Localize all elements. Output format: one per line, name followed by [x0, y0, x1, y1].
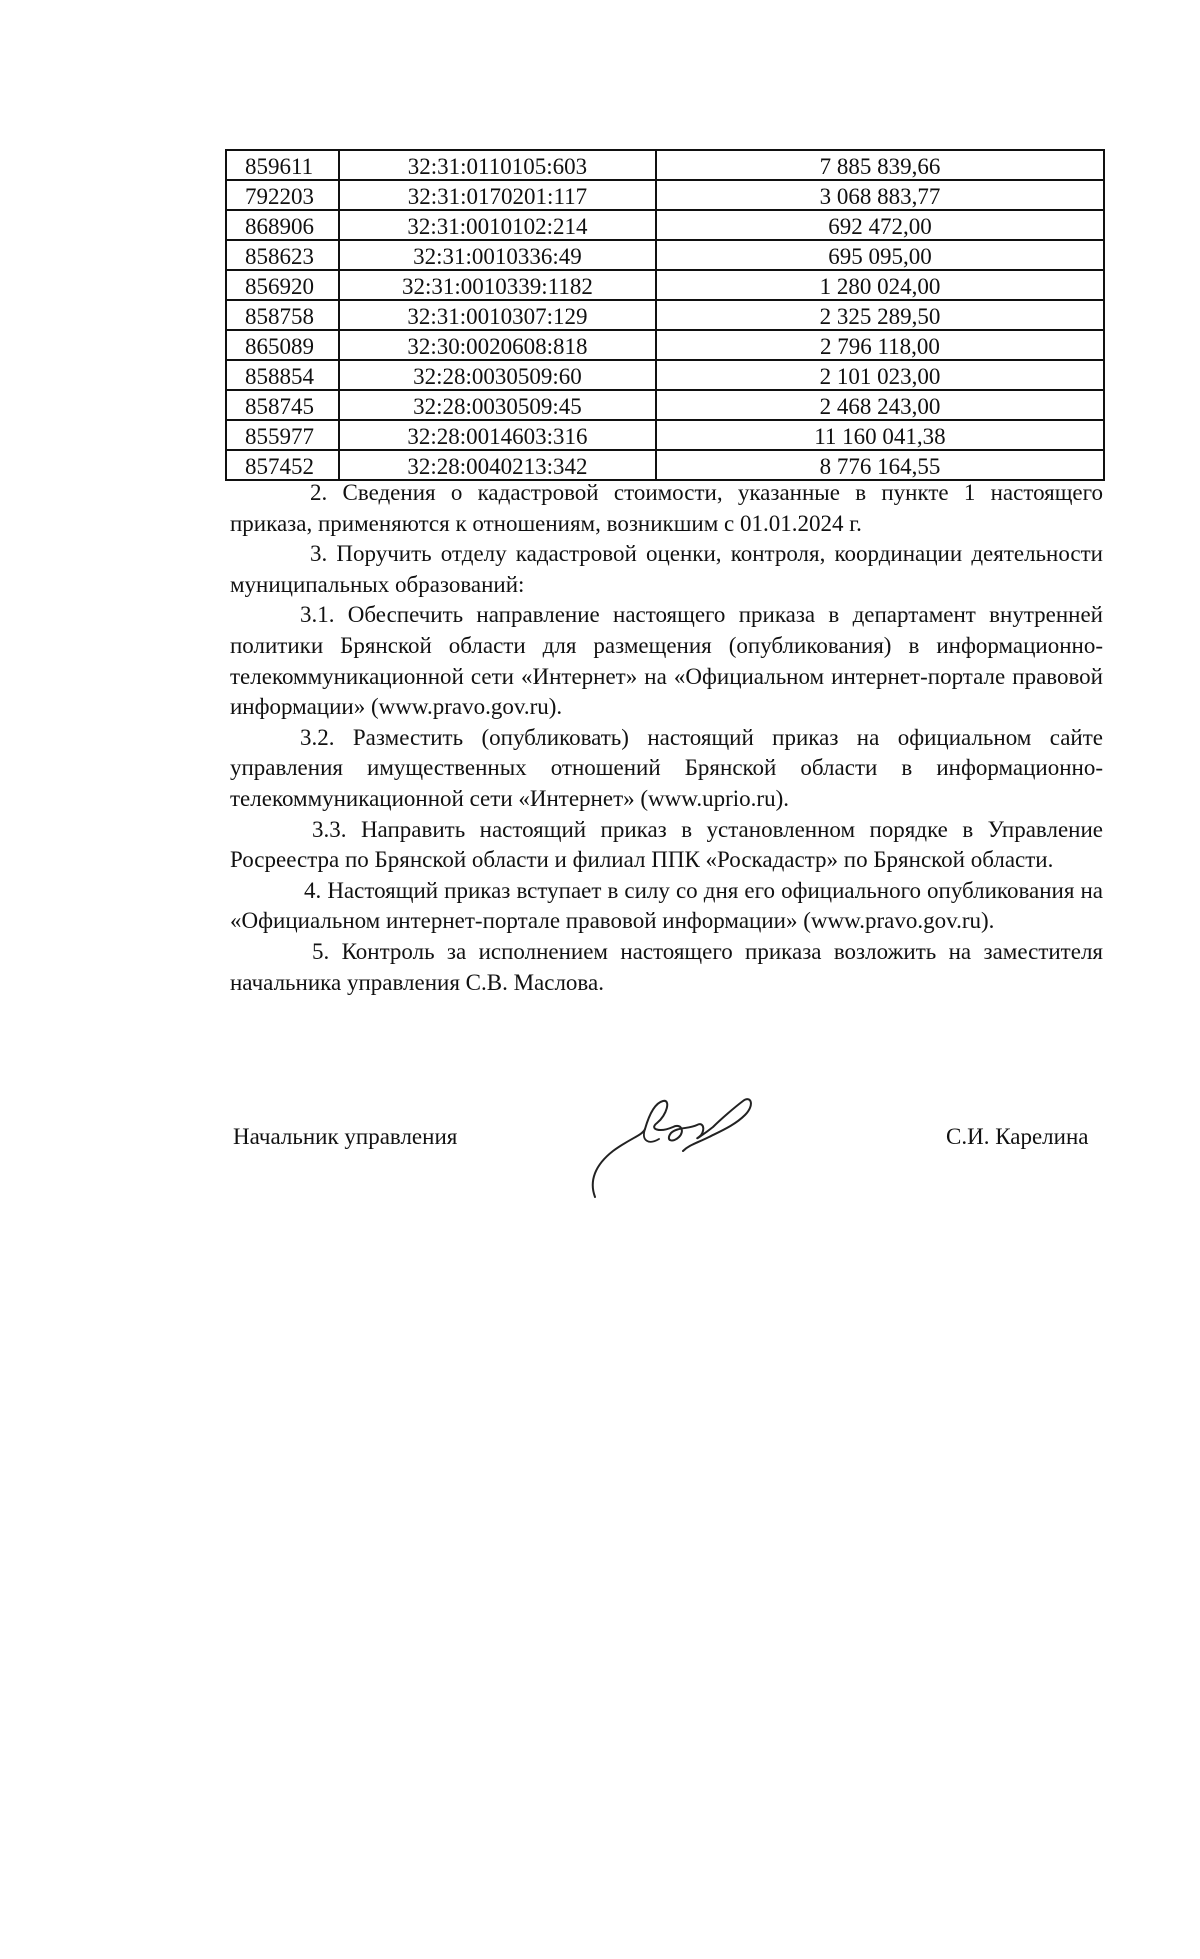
row-id-cell: 858745: [226, 390, 339, 420]
signatory-position: Начальник управления: [233, 1124, 458, 1149]
table-row: [226, 450, 1104, 480]
row-id-cell: 855977: [226, 420, 339, 450]
table-row: [226, 390, 1104, 420]
row-id-cell: 859611: [226, 150, 339, 180]
cadastral-number-cell: 32:31:0010336:49: [339, 240, 656, 270]
row-id-cell: 857452: [226, 450, 339, 480]
cadastral-value-cell: 8 776 164,55: [656, 450, 1104, 480]
row-id-cell: 858854: [226, 360, 339, 390]
signatory-name: С.И. Карелина: [946, 1124, 1089, 1149]
table-row: [226, 240, 1104, 270]
paragraph-3: 3. Поручить отделу кадастровой оценки, контроля, координации деятельности муниципальных образований:: [230, 541, 1103, 597]
cadastral-number-cell: 32:28:0014603:316: [339, 420, 656, 450]
table-row: [226, 210, 1104, 240]
cadastral-number-cell: 32:31:0010102:214: [339, 210, 656, 240]
table-row: [226, 150, 1104, 180]
cadastral-number-cell: 32:31:0010307:129: [339, 300, 656, 330]
table-row: [226, 360, 1104, 390]
table-row: [226, 330, 1104, 360]
cadastral-value-cell: 3 068 883,77: [656, 180, 1104, 210]
table-row: [226, 270, 1104, 300]
row-id-cell: 858623: [226, 240, 339, 270]
cadastral-number-cell: 32:28:0030509:60: [339, 360, 656, 390]
cadastral-value-cell: 2 101 023,00: [656, 360, 1104, 390]
handwritten-signature: [585, 1085, 775, 1205]
cadastral-value-cell: 1 280 024,00: [656, 270, 1104, 300]
table-row: [226, 180, 1104, 210]
row-id-cell: 865089: [226, 330, 339, 360]
order-text: [230, 478, 1103, 998]
cadastral-value-cell: 11 160 041,38: [656, 420, 1104, 450]
paragraph-5: 5. Контроль за исполнением настоящего приказа возложить на заместителя начальника управления С.В. Маслова.: [230, 938, 1103, 995]
cadastral-value-cell: 692 472,00: [656, 210, 1104, 240]
row-id-cell: 792203: [226, 180, 339, 210]
paragraph-3-3: 3.3. Направить настоящий приказ в установленном порядке в Управление Росреестра по Брянской области и филиал ППК «Роскадастр» по Брянской области.: [230, 816, 1103, 873]
paragraph-3-1: 3.1. Обеспечить направление настоящего приказа в департамент внутренней политики Брянской области для размещения (опубликования) в информационно-телекоммуникационной сети «Интернет» на «Официальном интернет-портале правовой информации» (www.pravo.gov.ru).: [230, 602, 1103, 720]
row-id-cell: 858758: [226, 300, 339, 330]
cadastral-value-cell: 2 796 118,00: [656, 330, 1104, 360]
cadastral-number-cell: 32:31:0110105:603: [339, 150, 656, 180]
cadastral-value-cell: 7 885 839,66: [656, 150, 1104, 180]
cadastral-number-cell: 32:31:0010339:1182: [339, 270, 656, 300]
cadastral-value-cell: 2 325 289,50: [656, 300, 1104, 330]
cadastral-table-body: [226, 150, 1104, 480]
table-row: [226, 300, 1104, 330]
cadastral-value-cell: 2 468 243,00: [656, 390, 1104, 420]
table-row: [226, 420, 1104, 450]
cadastral-value-cell: 695 095,00: [656, 240, 1104, 270]
paragraph-4: 4. Настоящий приказ вступает в силу со дня его официального опубликования на «Официальном интернет-портале правовой информации» (www.pravo.gov.ru).: [230, 877, 1103, 934]
paragraph-2: 2. Сведения о кадастровой стоимости, указанные в пункте 1 настоящего приказа, применяются к отношениям, возникшим с 01.01.2024 г.: [230, 480, 1103, 536]
cadastral-number-cell: 32:28:0040213:342: [339, 450, 656, 480]
row-id-cell: 856920: [226, 270, 339, 300]
paragraph-3-2: 3.2. Разместить (опубликовать) настоящий приказ на официальном сайте управления имущественных отношений Брянской области в информационно-телекоммуникационной сети «Интернет» (www.uprio.ru).: [230, 724, 1103, 811]
cadastral-number-cell: 32:30:0020608:818: [339, 330, 656, 360]
row-id-cell: 868906: [226, 210, 339, 240]
cadastral-number-cell: 32:28:0030509:45: [339, 390, 656, 420]
cadastral-number-cell: 32:31:0170201:117: [339, 180, 656, 210]
cadastral-value-table: [225, 149, 1105, 481]
